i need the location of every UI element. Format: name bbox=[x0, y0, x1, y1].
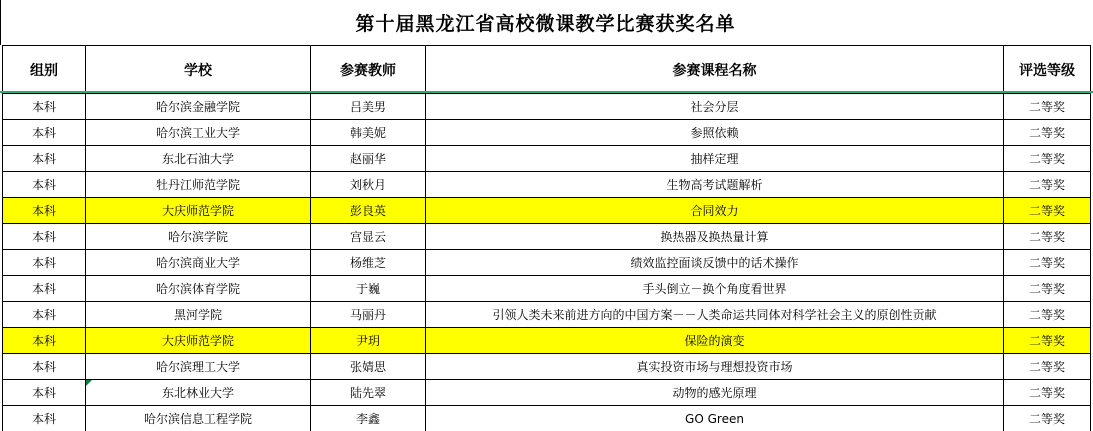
cell-group[interactable]: 本科 bbox=[3, 276, 86, 302]
col-header-award[interactable]: 评选等级 bbox=[1004, 46, 1091, 94]
cell-teacher[interactable]: 宫显云 bbox=[311, 224, 426, 250]
comment-marker-icon bbox=[86, 380, 92, 386]
col-header-school[interactable]: 学校 bbox=[86, 46, 311, 94]
table-row bbox=[3, 120, 1091, 146]
cell-award[interactable]: 二等奖 bbox=[1004, 354, 1091, 380]
cell-group[interactable]: 本科 bbox=[3, 406, 86, 431]
cell-teacher[interactable]: 刘秋月 bbox=[311, 172, 426, 198]
cell-school[interactable]: 牡丹江师范学院 bbox=[86, 172, 311, 198]
cell-course[interactable]: GO Green bbox=[426, 406, 1004, 431]
cell-course[interactable]: 引领人类未来前进方向的中国方案－－人类命运共同体对科学社会主义的原创性贡献 bbox=[426, 302, 1004, 328]
cell-teacher[interactable]: 陆先翠 bbox=[311, 380, 426, 406]
awards-table bbox=[2, 45, 1091, 431]
cell-group[interactable]: 本科 bbox=[3, 198, 86, 224]
table-row bbox=[3, 224, 1091, 250]
cell-course[interactable]: 绩效监控面谈反馈中的话术操作 bbox=[426, 250, 1004, 276]
cell-teacher[interactable]: 彭良英 bbox=[311, 198, 426, 224]
cell-award[interactable]: 二等奖 bbox=[1004, 198, 1091, 224]
cell-award[interactable]: 二等奖 bbox=[1004, 224, 1091, 250]
cell-teacher[interactable]: 于巍 bbox=[311, 276, 426, 302]
cell-school[interactable]: 哈尔滨体育学院 bbox=[86, 276, 311, 302]
table-row bbox=[3, 380, 1091, 406]
cell-award[interactable]: 二等奖 bbox=[1004, 120, 1091, 146]
cell-school[interactable]: 大庆师范学院 bbox=[86, 198, 311, 224]
cell-teacher[interactable]: 李鑫 bbox=[311, 406, 426, 431]
cell-group[interactable]: 本科 bbox=[3, 146, 86, 172]
cell-teacher[interactable]: 马丽丹 bbox=[311, 302, 426, 328]
table-row bbox=[3, 276, 1091, 302]
table-row bbox=[3, 250, 1091, 276]
cell-teacher[interactable]: 张婧思 bbox=[311, 354, 426, 380]
table-row bbox=[3, 172, 1091, 198]
cell-course[interactable]: 生物高考试题解析 bbox=[426, 172, 1004, 198]
table-row bbox=[3, 328, 1091, 354]
table-row bbox=[3, 198, 1091, 224]
cell-award[interactable]: 二等奖 bbox=[1004, 302, 1091, 328]
table-body bbox=[3, 94, 1091, 431]
cell-course[interactable]: 手头倒立－换个角度看世界 bbox=[426, 276, 1004, 302]
cell-award[interactable]: 二等奖 bbox=[1004, 276, 1091, 302]
cell-award[interactable]: 二等奖 bbox=[1004, 250, 1091, 276]
cell-school[interactable]: 哈尔滨工业大学 bbox=[86, 120, 311, 146]
cell-teacher[interactable]: 尹玥 bbox=[311, 328, 426, 354]
cell-school[interactable]: 黑河学院 bbox=[86, 302, 311, 328]
cell-school[interactable]: 哈尔滨金融学院 bbox=[86, 94, 311, 120]
col-header-course[interactable]: 参赛课程名称 bbox=[426, 46, 1004, 94]
cell-group[interactable]: 本科 bbox=[3, 380, 86, 406]
page-title: 第十届黑龙江省高校微课教学比赛获奖名单 bbox=[355, 13, 736, 35]
cell-group[interactable]: 本科 bbox=[3, 250, 86, 276]
cell-course[interactable]: 换热器及换热量计算 bbox=[426, 224, 1004, 250]
cell-award[interactable]: 二等奖 bbox=[1004, 172, 1091, 198]
header-row bbox=[3, 46, 1091, 94]
cell-award[interactable]: 二等奖 bbox=[1004, 328, 1091, 354]
cell-school[interactable]: 哈尔滨理工大学 bbox=[86, 354, 311, 380]
table-row bbox=[3, 146, 1091, 172]
cell-course[interactable]: 参照依赖 bbox=[426, 120, 1004, 146]
cell-teacher[interactable]: 吕美男 bbox=[311, 94, 426, 120]
table-row bbox=[3, 354, 1091, 380]
cell-teacher[interactable]: 赵丽华 bbox=[311, 146, 426, 172]
cell-group[interactable]: 本科 bbox=[3, 94, 86, 120]
cell-award[interactable]: 二等奖 bbox=[1004, 146, 1091, 172]
cell-school[interactable]: 东北石油大学 bbox=[86, 146, 311, 172]
cell-course[interactable]: 保险的演变 bbox=[426, 328, 1004, 354]
cell-award[interactable]: 二等奖 bbox=[1004, 406, 1091, 431]
cell-course[interactable]: 动物的感光原理 bbox=[426, 380, 1004, 406]
cell-school[interactable]: 大庆师范学院 bbox=[86, 328, 311, 354]
cell-school[interactable]: 哈尔滨商业大学 bbox=[86, 250, 311, 276]
cell-teacher[interactable]: 韩美妮 bbox=[311, 120, 426, 146]
cell-school[interactable]: 哈尔滨学院 bbox=[86, 224, 311, 250]
table-row bbox=[3, 94, 1091, 120]
cell-course[interactable]: 抽样定理 bbox=[426, 146, 1004, 172]
col-header-teacher[interactable]: 参赛教师 bbox=[311, 46, 426, 94]
cell-group[interactable]: 本科 bbox=[3, 328, 86, 354]
cell-group[interactable]: 本科 bbox=[3, 120, 86, 146]
freeze-pane-line bbox=[0, 91, 1093, 93]
cell-award[interactable]: 二等奖 bbox=[1004, 380, 1091, 406]
cell-course[interactable]: 社会分层 bbox=[426, 94, 1004, 120]
table-row bbox=[3, 406, 1091, 431]
table-row bbox=[3, 302, 1091, 328]
cell-course[interactable]: 真实投资市场与理想投资市场 bbox=[426, 354, 1004, 380]
cell-school[interactable]: 哈尔滨信息工程学院 bbox=[86, 406, 311, 431]
cell-group[interactable]: 本科 bbox=[3, 354, 86, 380]
cell-school[interactable]: 东北林业大学 bbox=[86, 380, 311, 406]
col-header-group[interactable]: 组别 bbox=[3, 46, 86, 94]
title-row bbox=[0, 0, 1090, 45]
cell-group[interactable]: 本科 bbox=[3, 302, 86, 328]
cell-group[interactable]: 本科 bbox=[3, 172, 86, 198]
cell-teacher[interactable]: 杨维芝 bbox=[311, 250, 426, 276]
cell-course[interactable]: 合同效力 bbox=[426, 198, 1004, 224]
cell-award[interactable]: 二等奖 bbox=[1004, 94, 1091, 120]
cell-group[interactable]: 本科 bbox=[3, 224, 86, 250]
